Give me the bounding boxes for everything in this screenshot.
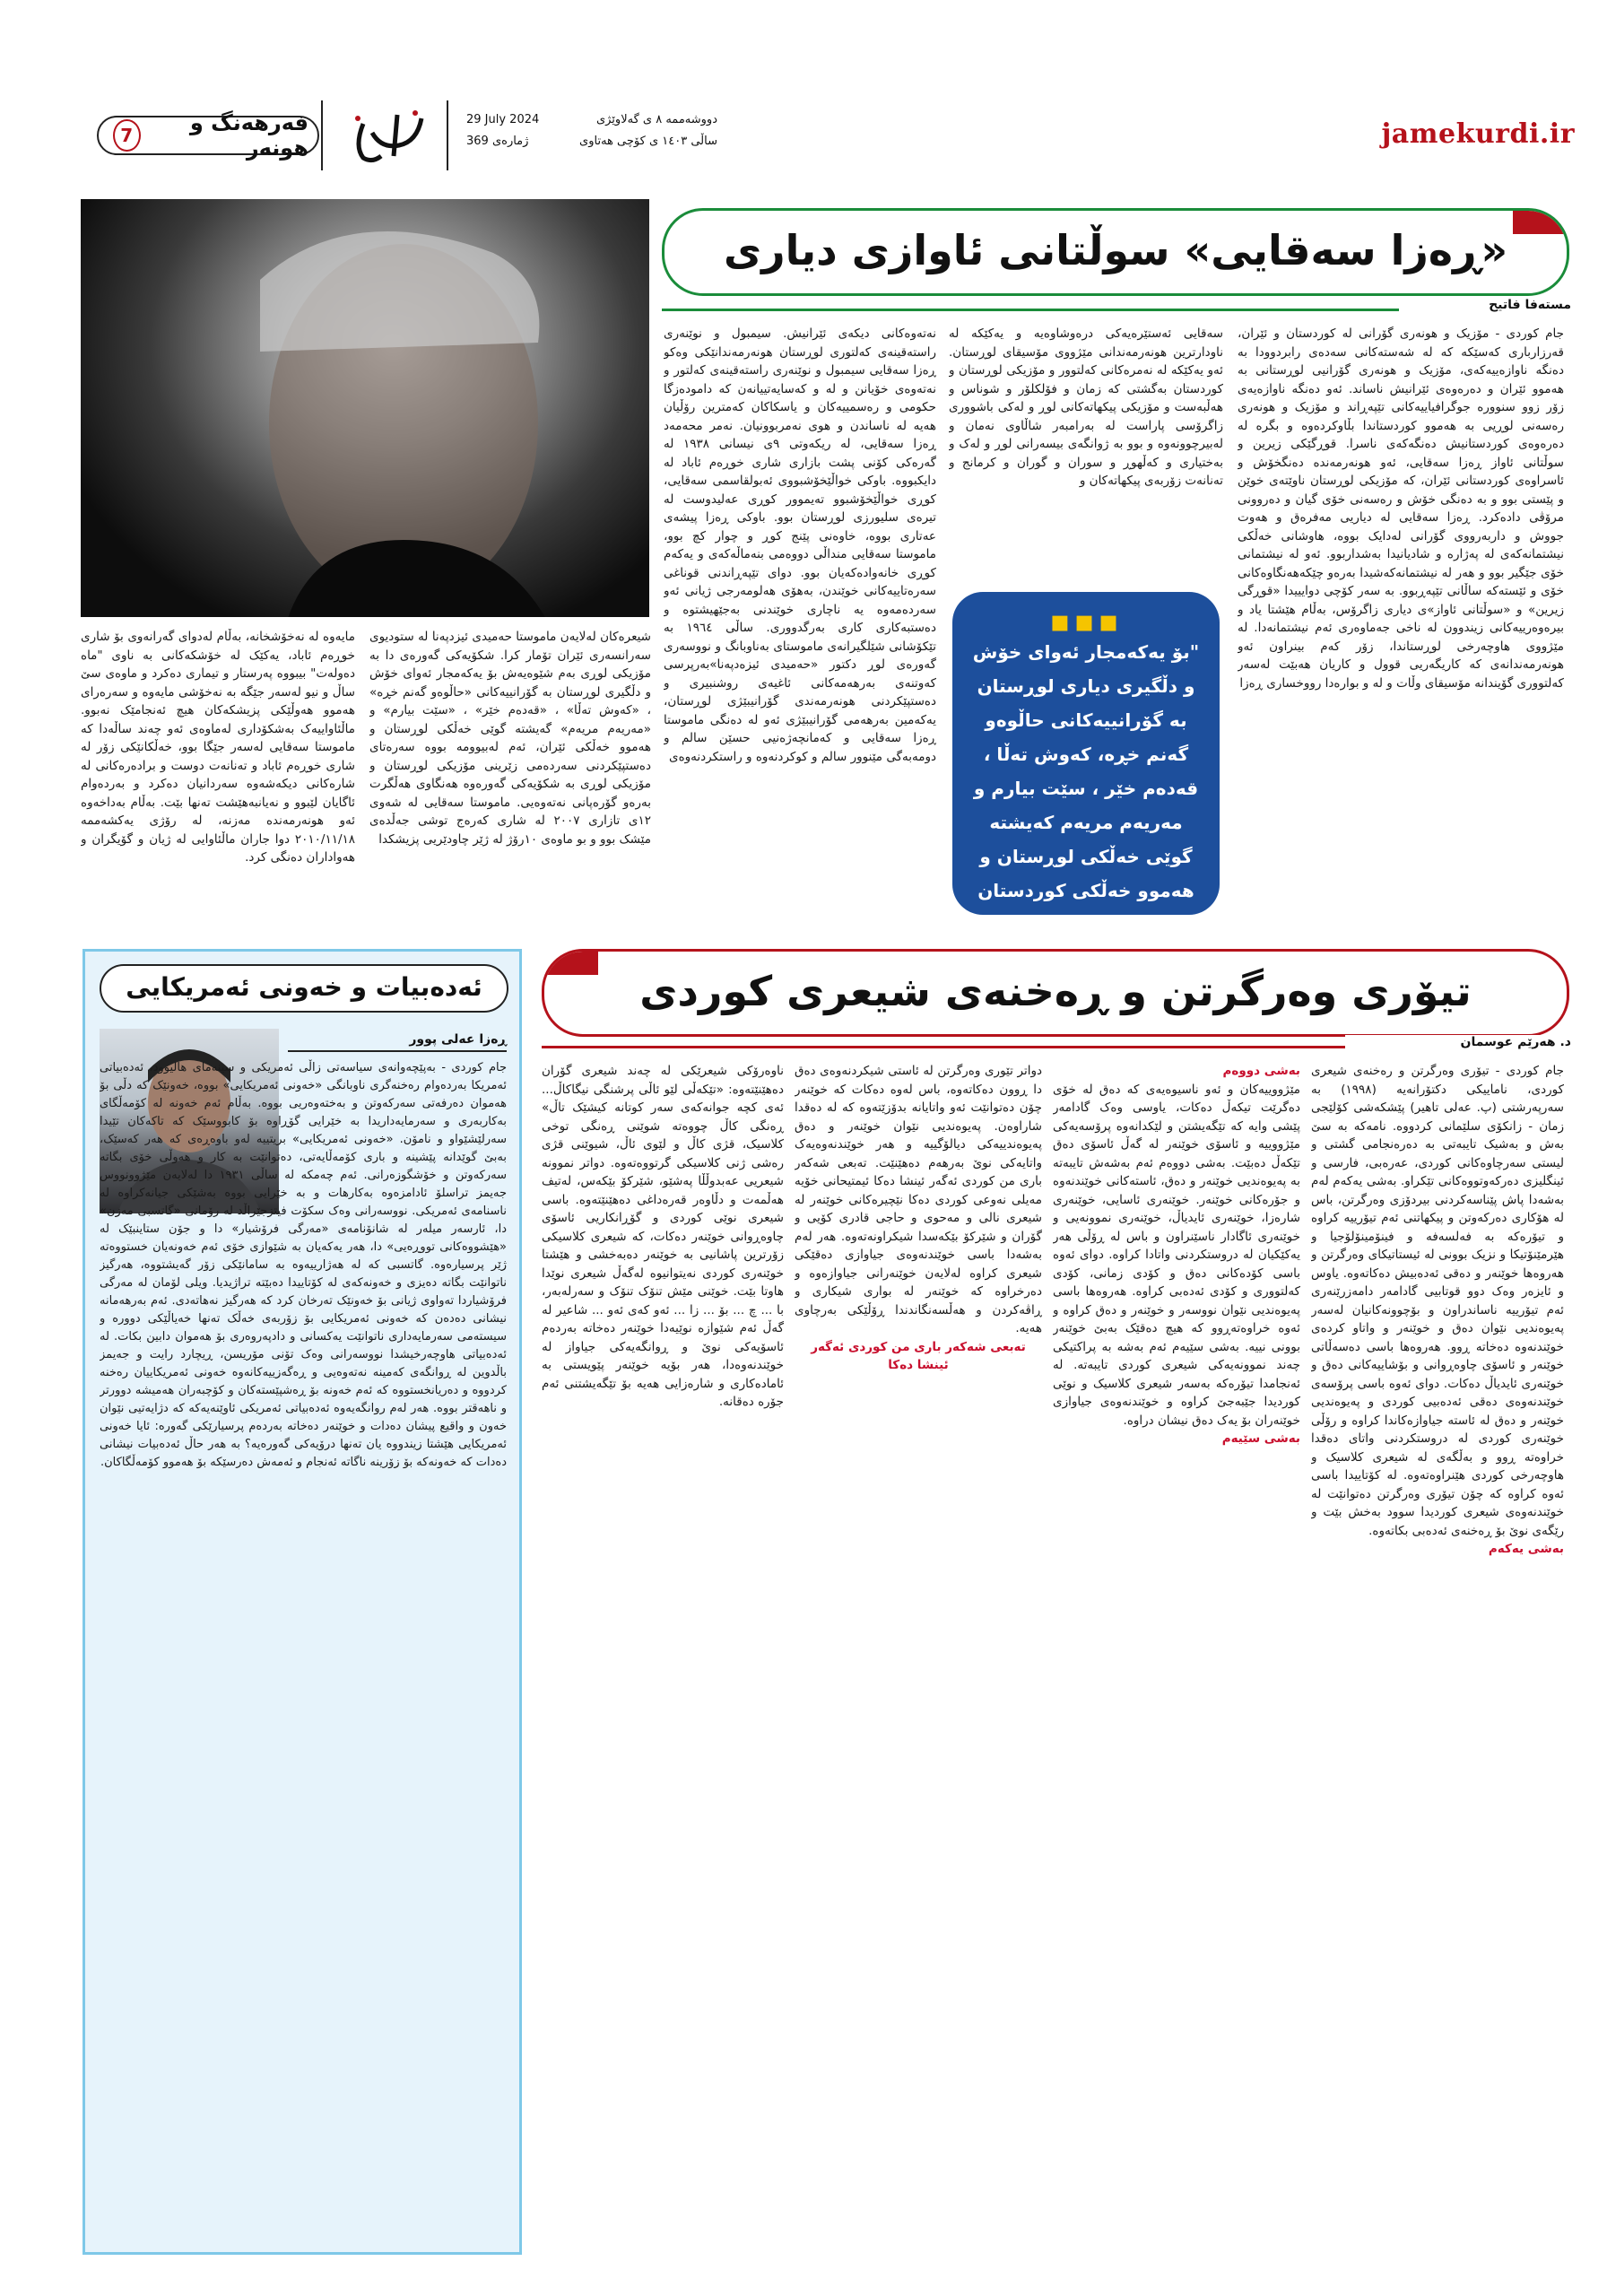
header-divider-2: [321, 100, 323, 170]
quote-dots: ▪▪▪: [1049, 604, 1123, 639]
year-line: ساڵی ١٤٠٣ ی کۆچی هەتاوی: [579, 135, 717, 148]
article1-col-2: سەقایی ئەستێرەیەکی درەوشاوەیە و یەکێکە لە ناودارترین هونەرمەندانی مێژووی مۆسیقای لوڕستان. ئەو یەکێکە لە نەمرەکانی کەلتوور و مۆزیکی لوڕستان و کوردستان بەگشتی کە زمان و فۆلکلۆر و شوناس و هەڵبەست و مۆزیکی پیکهاتەکانی لوڕ و لەکی باشووری زاگرۆسی پاراست لە بەرامبەر شاڵاوی نەمان و لەبیرچوونەوە و بوو بە ژوانگەی بیسەرانی لوڕ و لەک و بەختیاری و کەڵهوڕ و سوران و گوران و کرمانج و تەنانەت زۆربەی پیکهاتەکان و: [949, 326, 1223, 488]
sidebar-title: ئەدەبیات و خەونی ئەمریکایی: [100, 964, 508, 1013]
title-accent: [544, 952, 598, 975]
sidebar-box: [83, 949, 522, 2255]
article2-author-rule: [542, 1046, 1483, 1048]
article2-col-3: دواتر تێوری وەرگرتن لە ئاستی شیکردنەوەی دەق دا ڕوون دەکاتەوە، باس لەوە دەکات کە خوێنەر چۆن دەتوانێت ئەو واتایانە بدۆزێتەوە کە لە دەقدا شاراوەن. پەیوەندیی نێوان خوێنەر و دەق پەیوەندییەکی دیالۆگییە و هەر خوێندنەوەیەک واتایەکی نوێ بەرهەم دەهێنێت. تەبعی شەکەر باری من کوردی ئەگەر ئینشا دەکا ئیمتیحانی خۆیە مەیلی نەوعی کوردی دەکا نێچیرەکانی خوێنەر لە شیعری نالی و مەحوی و حاجی قادری کۆیی و گۆران و شێرکۆ بێکەسدا شیکراونەتەوە. هەر لەم بەشەدا باسی خوێندنەوەی جیاوازی دەقێکی شیعری کراوە لەلایەن خوێنەرانی جیاوازەوە و دەرخراوە کە خوێنەر لە بواری شیکاری و ڕاڤەکردن و هەڵسەنگاندندا ڕۆڵێکی بەرچاوی هەیە. تەبعی شەکەر باری من کوردی ئەگەر ئینشا دەکا: [795, 1062, 1042, 2255]
subhead-part-2: بەشی دووەم: [1222, 1064, 1300, 1078]
header-divider: [447, 100, 448, 170]
article1-photo: [81, 199, 649, 617]
sidebar-author: ڕەزا عەلی پوور: [288, 1032, 507, 1052]
page-number: 7: [113, 119, 141, 152]
date-english: 29 July 2024: [466, 113, 540, 126]
article2-col-2: بەشی دووەم مێژووییەکان و ئەو ناسیوەیەی کە دەق لە خۆی دەگرێت تیکەڵ دەکات، یاوسی وەک گادامەر پێشی وایە کە تێگەیشتن و لێکدانەوە پرۆسەیەکی مێژووییە و ئاسۆی خوێنەر لە گەڵ ئاسۆی دەق تێکەڵ دەبێت. بەشی دووەم ئەم بەشەش تایبەتە بە پەیوەندیی خوێنەر و دەق، ئاستەکانی خوێندنەوە و جۆرەکانی خوێنەر. خوێنەری ئاسایی، خوێنەری شارەزا، خوێنەری ئایدیاڵ، خوێنەری نموونەیی و خوێنەری ئاگادار ناسێنراون و باس لە ڕۆڵی هەر یەکێکیان لە دروستکردنی واتادا کراوە. دوای ئەوە باسی کۆدەکانی دەق و کۆدی زمانی، کۆدی کەلتووری و کۆدی ئەدەبی کراوە. هەروەها باسی پەیوەندیی نێوان نووسەر و خوێنەر و دەق کراوە و ئەوە خراوەتەڕوو کە هیچ دەقێک بەبێ خوێنەر بوونی نییە. بەشی سێیەم ئەم بەشە بە پراکتیکی چەند نموونەیەکی شیعری کوردی تایبەتە. لە ئەنجامدا تیۆرەکە بەسەر شیعری کلاسیک و نوێی کوردیدا جێبەجێ کراوە و خوێندنەوەی جیاوازی خوێنەران بۆ یەک دەق نیشان دراوە. بەشی سێیەم: [1053, 1062, 1300, 2255]
pull-quote: [952, 592, 1220, 935]
section-title: فەرهەنگ و هونەر: [189, 110, 308, 161]
article2-author: د. هەرێم عوسمان: [1345, 1035, 1571, 1049]
subhead-part-1: بەشی یەکەم: [1488, 1542, 1564, 1556]
date-kurdish: دووشەممە ٨ ی گەلاوێژی: [595, 113, 717, 126]
article1-title: «ڕەزا سەقایی» سوڵتانی ئاوازی دیاری: [723, 226, 1508, 274]
article2-col-4: ناوەرۆکی شیعرێکی لە چەند شیعری گۆران دەهێنێتەوە: «تێکەڵی لێو ئاڵی پرشنگی نیگاکاڵ... ئەی کچە جوانەکەی سەر کوتانە کیشێک تاڵ» ڕەنگی کاڵ چووەتە شوێنی ڕەنگی توخی کلاسیک، قژی کاڵ و لێوی ئاڵ، شیوێنی قژی رەشی ژنی کلاسیکی گرتووەتەوە. دواتر نموونە شیعریی عەبدوڵڵا پەشێو، شێرکۆ بێکەس، لەتیف هەڵمەت و دڵاوەر قەرەداغی دەهێنێتەوە. باسی شیعری نوێی کوردی و گۆڕانکاریی ئاسۆی چاوەڕوانی خوێنەر دەکات، کە شیعری کلاسیکی زۆرترین پاشانیی بە خوێنەر دەبەخشی و هێشتا خوێنەری کوردی نەیتوانیوە لەگەڵ شیعری نوێدا هاوتا بێت. خوێنی مێش تنۆک تنۆک و سەرلەبەر، با ... چ ... بۆ ... زا ... ئەو کەی ئەو ... شاعیر لە گەڵ ئەم شێوازە نوێیەدا خوێنەر دەخاتە بەردەم ئاسۆیەکی نوێ و ڕوانگەیەکی جیاواز لە خوێندنەوەدا، هەر بۆیە خوێنەر پێویستی بە ئامادەکاری و شارەزایی هەیە بۆ تێگەیشتنی ئەم جۆرە دەقانە.: [542, 1064, 784, 1409]
verse-heading: تەبعی شەکەر باری من کوردی ئەگەر ئینشا دەکا: [811, 1339, 1026, 1372]
article2-col-1: جام کوردی - تیۆری وەرگرتن و رەخنەی شیعری کوردی، ناماییکی دکتۆرانەیە (١٩٩٨) بە سەرپەرشتی (پ. عەلی تاهیر) پێشکەشی کۆلێجی زمان - زانکۆی سلێمانی کردووە. نامەکە بە سێ بەش و بەشیک تایبەتی بە دەرەنجامی گشتی و لیستی سەرچاوەکانی کوردی، عەرەبی، فارسی و ئینگلیزی دەرکەوتووەکانی تێکراو. بەشی یەکەم لەم بەشەدا پاش پێناسەکردنی بیردۆزی وەرگرتن، باس لە هۆکاری دەرکەوتن و پیکهاتنی ئەم تیۆرییە کراوە و تیۆرەکە بە فەلسەفە و فینۆمینۆلۆجیا و هێرمێنۆتیکا و نزیک بوونی لە ئیستاتیکای وەرگرتن و هەروەها خوێنەر و دەقی ئەدەبیش دەکاتەوە. یاوس و ئایزەر وەک دوو قوتابیی گادامەر دامەزرێنەری ئەم تیۆرییە ناساندراون و بۆچوونەکانیان لەسەر پەیوەندیی نێوان دەق و خوێنەر و واتاو کردەی خوێندنەوە دەخاتە ڕوو. هەروەها باسی دەسەڵاتی خوێنەر و ئاسۆی چاوەڕوانی و بۆشاییەکانی دەق و خوێنەری ئایدیاڵ دەکات. دوای ئەوە باسی پرۆسەی خوێندنەوەی دەقی ئەدەبیی کوردی و پەیوەندیی خوێنەر و دەق لە ئاستە جیاوازەکاندا کراوە و رۆڵی خوێنەری کوردی لە دروستکردنی واتای دەقدا خراوەتە ڕوو و بەڵگەی لە شیعری کلاسیک و هاوچەرخی کوردی هێنراوەتەوە. لە کۆتاییدا باسی ئەوە کراوە کە چۆن تیۆری وەرگرتن دەتوانێت لە خوێندنەوەی شیعری کوردیدا سوود بەخش بێت و رێگەی نوێ بۆ ڕەخنەی ئەدەبی بکاتەوە. بەشی یەکەم: [1311, 1062, 1564, 2255]
article2-title-box: [542, 949, 1569, 1037]
article1-col-3: نەتەوەکانی دیکەی ئێرانیش. سیمبول و نوێنەری راستەقینەی کەلتوری لوڕستان هونەرمەندانێکی وەکو ڕەزا سەقایی سیمبول و نوێنەری راستەقینەی کەلتور و نەتەوەی خۆیانن و لە و کەسایەتییانەن کە دامودەزگا حکومی و رەسمییەکان و یاسکاکان کەمترین رۆڵیان هەیە لە ناساندن و هوی نەمربوونیان. نەمر محەمەد ڕەزا سەقایی، لە ریکەوتی ٩ی نیسانی ١٩٣٨ لە گەرەکی کۆنی پشت بازاری شاری خوڕەم ئاباد لە دایکبووە. باوکی خواڵێخۆشبووی ئەبولقاسمی سەقایی، کوڕی خواڵێخۆشبوو تەیموور کوڕی عەلیدوست لە تیرەی سلیورزی لوڕستان بوو. باوکی ڕەزا پیشەی عەتاری بووە، خاوەنی پێنج کوڕ و چوار کچ بوو، ماموستا سەقایی منداڵی دووەمی بنەماڵەکەی و یەکەم کوڕی خانەوادەکەیان بوو. دوای تێپەڕاندنی قوناغی سەرەتاییەکانی خوێندن، بەهۆی هەلومەرجی ژیانی ئەو سەردەمەوە یە ناچاری خوێندنی بەجێهیشتوە و دەستبەکاری کاری بەرگدووری. ساڵی ١٩٦٤ بە تێکۆشانی شێلگیرانەی ماموستای بەناوبانگ و نووسەری گەورەی لوڕ دکتور «حەمیدی ئیزەدپەنا»بەرپرسی کەوتنەی بەرهەمەکانی ئاغیەی روشنبیری و دەستپێکردنی هونەرمەندی گۆرانیبێژی لوڕستان، یەکەمین بەرهەمی گۆرانیبێژی ئەو لە دەنگی ماموستا ڕەزا سەقایی و کەمانچەژەنیی حسێن سالم و دومەبەگی مێنوور سالم و کوکردنەوە و راستکردنەوەی: [664, 326, 936, 764]
subhead-part-3: بەشی سێیەم: [1221, 1431, 1300, 1446]
logo-mark: [336, 106, 435, 169]
article1-author: مستەفا فاتیح: [1399, 298, 1571, 312]
sidebar-body: جام کوردی - بەپێچەوانەی سیاسەتی زاڵی ئەمریکی و سینەمای هالیوود، ئەدەبیاتی ئەمریکا بەردەوام رەخنەگری ناوبانگی «خەونی ئەمریکایی» بووە، خەونێک کە دڵی بۆ هەموان دەرفەتی سەرکەوتن و بەختەوەریی بووە. بەڵام ئەم خەونە لە کۆمەڵگای بەکاربەری و سەرمایەداریدا بە خێرایی گۆڕاوە بۆ کابووسێک کە تاکەکان تێیدا سەرلێشێواو و نامۆن. «خەونی ئەمریکایی» بریتییە لەو باوەڕەی کە هەر کەسێک، بەبێ گوێدانە پێشینە و باری کۆمەڵایەتی، دەتوانێت بە کار و هەوڵی خۆی بگاتە سەرکەوتن و خۆشگوزەرانی. ئەم چەمکە لە ساڵی ١٩٣١ دا لەلایەن مێژوونووس جەیمز تراسلۆ ئادامزەوە بەکارهات و بە خێرایی بووە بەشێکی جیانەکراوە لە ناسنامەی ئەمریکی. نووسەرانی وەک سکۆت فیتزجێراڵد لە رۆمانی «گاتسبی مەزن» دا، ئارسەر میلەر لە شانۆنامەی «مەرگی فرۆشیار» دا و جۆن ستاینبێک لە «هێشووەکانی تووڕەیی» دا، هەر یەکەیان بە شێوازی خۆی ئەم خەونەیان خستووەتە ژێر پرسیارەوە. گاتسبی کە لە هەژارییەوە بە سامانێکی زۆر گەیشتووە، هەرگیز ناتوانێت بگاتە دەیزی و خەونەکەی لە کۆتاییدا دەبێتە تراژیدیا. ویلی لۆمان لە مەرگی فرۆشیاردا تەواوی ژیانی بۆ خەونێک تەرخان کرد کە هەرگیز نەهاتەدی. ئەم بەرهەمانە نیشانی دەدەن کە خەونی ئەمریکایی بۆ زۆربەی خەڵک تەنها خەیاڵێکی دوورە و سیستەمی سەرمایەداری ناتوانێت یەکسانی و دادپەروەری بۆ هەموان دابین بکات. لە ئەدەبیاتی هاوچەرخیشدا نووسەرانی وەک تۆنی مۆریسن، ڕیچارد رایت و جەیمز باڵدوین لە ڕوانگەی کەمینە نەتەوەیی و ڕەگەزییەکانەوە خەونی ئەمریکاییان رەخنە کردووە و دەریانخستووە کە ئەم خەونە بۆ ڕەشپێستەکان و کۆچبەران هەمیشە دوورتر و ناهەقتر بووە. هەر لەم روانگەیەوە ئەدەبیاتی ئەمریکی ئاوێنەیەکە کە دژایەتیی نێوان خەون و واقیع پیشان دەدات و خوێنەر دەخاتە بەردەم پرسیارێکی گەورە: ئایا خەونی ئەمریکایی هێشتا زیندووە یان تەنها درۆیەکی گەورەیە؟ بە هەر حاڵ ئەدەبیات نیشانی دەدات کە خەونەکە بۆ زۆرینە ناگاتە ئەنجام و ئەمەش دەرسێکە بۆ هەموو کۆمەڵگاکان.: [100, 1061, 507, 1469]
section-badge: [97, 110, 319, 161]
article2-title: تیۆری وەرگرتن و ڕەخنەی شیعری کوردی: [639, 967, 1472, 1015]
portrait-silhouette: [81, 199, 649, 617]
logo: [332, 106, 439, 169]
issue-number: ژمارەی 369: [466, 135, 529, 148]
quote-text: "بۆ یەکەمجار ئەوای خۆش و دڵگیری دیاری لوڕستان بە گۆرانییەکانی حاڵوەو گەنم خڕە، کەوش تەڵا ، قەدەم خێر ، سێت بیارم و مەریەم مریەم کەیشتە گوێی خەڵکی لوڕستان و هەموو خەڵکی کوردستان و ئێران": [972, 641, 1200, 935]
article1-col-1: جام کوردی - مۆزیک و هونەری گۆرانی لە کوردستان و ئێران، قەرزاربارى کەسێکە کە لە شەستەکانی سەدەی رابردوودا بە دەنگە ناوازەییەکەی، مۆزیک و هونەری گۆرانیی لوڕستانی بە هەموو ئێران و دەرەوەی ئێرانیش ناساند. ئەو دەنگە ناوازەیەی زۆر زوو سنوورە جوگرافیاییەکانی تێپەڕاند و مۆزیک و هونەری رەسەنی لوڕیی بە هەموو کوردستاندا بڵاوکردەوە و بگرە لە دەرەوەی کوردستانیش دەنگەکەی ناسرا. قوڕگێکی زیرین و سوڵتانی ئاواز ڕەزا سەقایی، ئەو هونەرمەندە دەنگخۆش و ئاسراوەی کوردستانی ئێران، کە مۆزیکی لوڕستان ناوێتەی خوێن و پێستی بوو و بە دەنگی خۆش و رەسەنی خۆی گیان و دەروونی مرۆڤی دادەکرد. ڕەزا سەقایی لە دیاریی مەفرەق و هەوت جووش و داربەرووی گۆرانی لەدایک بووە، هاوشانی خەڵکی نیشتمانەکەی لە پەژارە و شادیانیدا بەشداربوو. ئەو لە نیشتمانی خۆی جێگیر بوو و هەر لە نیشتمانەکەشیدا بەرەو چێکەهەنگاوەکانی خۆی و ئێستەکە ساڵانی تێپەڕبوو. بە سەر کۆچی دوایییدا «قوڕگی زیرین» و «سوڵتانی ئاواز»ی دیاری زاگرۆس، بەڵام هێشتا یاد و بیرەوەرییەکانی زیندوون لە ناخی جەماوەری ئەم نیشتمانەدا. لە مێژووی هاوچەرخی لوڕستاندا، زۆر کەم بینراون ئەو هونەرمەندانەی کە کاریگەریی قوول و کاریان هەبێت لەسەر کەلتووری گۆیندانە مۆسیقای وڵات و لە و بوارەدا رووخساری ڕەزا: [1238, 326, 1564, 691]
article1-author-rule: [662, 309, 1487, 311]
article1-col-4: شیعرەکان لەلایەن ماموستا حەمیدی ئیزدپەنا لە ستودیوی سەرانسەری ئێران تۆمار کرا. شکۆیەکی گەورەی دا بە مۆزیکی لوڕی بەم شێوەیەش بۆ یەکەمجار ئەوای خۆش و دڵگیری لوڕستان بە گۆرانییەکانی «حاڵوەو گەنم خڕە» ، «کەوش تەڵا» ، «قەدەم خێر» ، «سێت بیارم» و «مەریەم مریەم» گەیشتە گوێی خەڵکی لوڕستان و هەموو خەڵکی ئێران، ئەم لەبیوومە بووە سەرەتای دەستپێکردنی سەردەمی زێرینی مۆزیکی لوڕستان و مۆزیکی لوڕی بە شکۆیەکی گەورەوە هەنگاوی هەڵگرت بەرەو گۆرەپانی نەتەوەیی. ماموستا سەقایی لە شەوی ١٢ی تازاری ٢٠٠٧ لە شاری کەرەج توشی جەڵدەی مێشک بوو و بو ماوەی ١٠رۆژ لە ژێر چاودێریی پزیشکدا: [369, 630, 651, 847]
site-url[interactable]: jamekurdi.ir: [1381, 118, 1575, 150]
article1-title-box: [662, 208, 1569, 296]
issue-info-block: [466, 109, 717, 152]
article1-col-5: مایەوە لە نەخۆشخانە، بەڵام لەدوای گەرانەوی بۆ شاری خوڕەم ئاباد، یەکێک لە خۆشکەکانی بە ناوی "ماە دەولەت" بیبووە پەرستار و تیماری دەکرد و ماوەی سێ ساڵ و نیو لەسەر جێگە بە نەخۆشی مایەوە و سەرەرای هەموو هەوڵێکی پزیشکەکان هیچ ئەنجامێک نەبوو. ماڵئاواییەک بەشکۆداری لەماوەی ئەو چەند ساڵەدا کە ماموستا سەقایی لەسەر جێگا بوو، خەڵکانێکی زۆر لە شاری خوڕەم ئاباد و تەنانەت دوست و برادەرەکانی لە شارەکانی دیکەشەوە سەردانیان دەکرد و بەردەوام ئاگایان لێبوو و نەیانبەهێشت تەنها بێت. بەڵام بەداخەوە ئەو هونەرمەندە مەزنە، لە رۆژی یەکشەممە ٢٠١٠/١١/١٨ دوا جاران ماڵئاوایی لە ژیان و گۆیگران و هەواداران دەنگی کرد.: [81, 630, 355, 865]
title-accent: [1513, 211, 1567, 234]
